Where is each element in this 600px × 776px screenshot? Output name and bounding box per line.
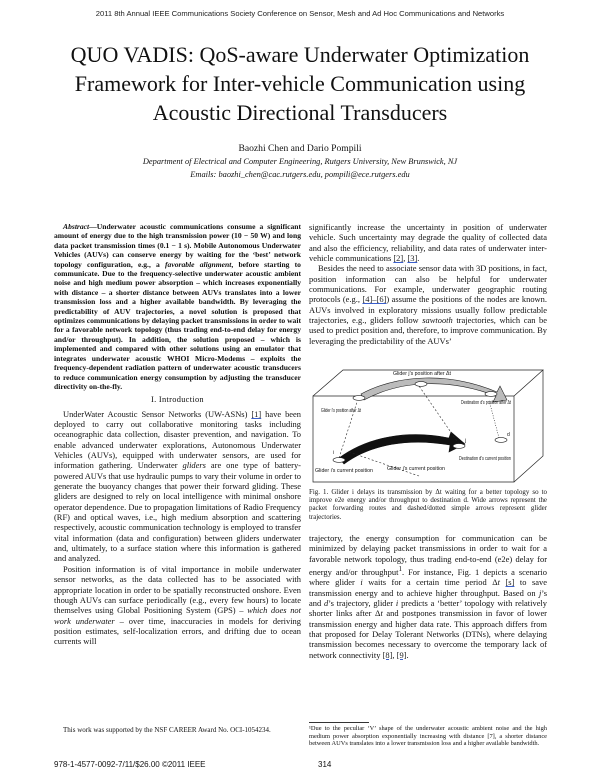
label-i: i xyxy=(333,450,335,456)
route-arrow-lower xyxy=(339,432,465,464)
right-p3-text-3: waits for a certain time period Δ xyxy=(362,577,498,588)
abstract xyxy=(54,222,301,391)
emails: Emails: baozhi_chen@cac.rutgers.edu, pompili@ece.rutgers.edu xyxy=(190,170,410,179)
right-p3-text-1: trajectory, the energy consumption for communication can be minimized by delaying packet transmissions in order to wait for a favorable network topology, thus trading end-to-end (e2e) delay for energy and/or throughput xyxy=(309,533,547,577)
right-p3-emphasis-t2: t xyxy=(380,608,383,619)
intro-p2-text-2: – over time, inaccuracies in models for deriving position estimates, self-localization errors, and drifting due to ocean currents will xyxy=(54,615,301,647)
citation-4-6[interactable]: [4]–[6] xyxy=(362,294,387,305)
route-arrows xyxy=(339,378,507,464)
support-note: This work was supported by the NSF CAREER Award No. OCI-1054234. xyxy=(63,726,271,734)
right-paragraph-3 xyxy=(309,533,547,660)
intro-paragraph-1 xyxy=(54,409,301,564)
intro-p2-emphasis: which does not work underwater xyxy=(54,605,301,626)
unit-seconds[interactable]: [s] xyxy=(505,577,515,588)
citation-3[interactable]: [3] xyxy=(407,253,418,264)
box-right-face xyxy=(514,370,543,482)
glider-j-after xyxy=(415,382,427,387)
paper-title xyxy=(30,40,570,127)
right-p3-text-9: and postpones transmission in favor of lower transmission energy and higher data rate. This approach differs from that proposed for Delay Tolerant Networks (DTNs), where delaying transmission becomes necessary to overcome the temporary lack of network connectivity xyxy=(309,608,547,660)
right-p3-emphasis-i2: i xyxy=(395,597,399,608)
footnote-marker[interactable]: 1 xyxy=(398,565,402,574)
destination-after xyxy=(485,392,497,397)
right-p2-text-1: Besides the need to associate sensor data with 3D positions, in fact, position information can also be helpful for underwater communications. For example, underwater geographic routing protocols (e.g., xyxy=(309,263,547,305)
label-glider-i-current: Glider i's current position xyxy=(315,468,374,474)
page-footer: 978-1-4577-0092-7/11/$26.00 ©2011 IEEE xyxy=(54,760,206,769)
left-column xyxy=(54,222,301,647)
right-p2-emphasis: sawtooth xyxy=(422,315,453,326)
abstract-emphasis: favorable alignment xyxy=(165,259,232,269)
citation-8[interactable]: [8] xyxy=(382,649,393,660)
right-p3-text-2: . For instance, Fig. 1 depicts a scenario where glider xyxy=(309,566,547,588)
citation-2[interactable]: [2] xyxy=(393,253,404,264)
right-p3-emphasis-d: d xyxy=(324,597,329,608)
conference-header: 2011 8th Annual IEEE Communications Society Conference on Sensor, Mesh and Ad Hoc Communications and Networks xyxy=(95,9,505,18)
right-p3-text-8: predicts a ‘better’ topology with relatively shorter links after Δ xyxy=(309,597,547,619)
right-column-top xyxy=(309,222,547,346)
label-j: j xyxy=(465,438,467,444)
intro-p1-text-1: UnderWater Acoustic Sensor Networks (UW-ASNs) xyxy=(63,408,252,419)
right-p3-text-10: , xyxy=(392,649,397,660)
right-p3-text-11: . xyxy=(406,649,409,660)
right-paragraph-2 xyxy=(309,263,547,346)
label-destination-current: Destination d's current position xyxy=(459,456,512,462)
intro-paragraph-2 xyxy=(54,564,301,647)
destination-current xyxy=(495,438,507,443)
figure-caption: Fig. 1. Glider i delays its transmission by Δt waiting for a better topology so to improve e2e energy and/or throughput to destination d. Wide arrows represent the packet forwarding routes and dashed/dotted simple arrows represent glider trajectories. xyxy=(309,489,547,521)
glider-i-after xyxy=(353,396,365,401)
right-p1-text-2: , xyxy=(403,253,408,264)
abstract-lead: Abstract xyxy=(63,222,90,231)
intro-p2-text-1: Position information is of vital importance in mobile underwater sensor networks, as the data collected has to be associated with appropriate location in order to be spatially reconstructed onshore. Even though AUVs can surface periodically (e.g., every few hours) to locate themselves using Global Positioning System (GPS) – xyxy=(54,563,301,616)
glider-j-current xyxy=(453,444,465,449)
label-glider-j-after: Glider j's position after Δt xyxy=(393,371,452,377)
abstract-text-2: , before starting to communicate. Due to the frequency-selective underwater acoustic ambient noise and high medium power absorption – which increases exponentially with distance – a shorter distance between AUVs translates into a lower transmission loss and a higher available bandwidth. By leveraging the predictability of AUV trajectories, a novel solution is proposed that optimizes communications by delaying packet transmissions in order to wait for a favorable network topology (thus trading end-to-end delay for energy and/or throughput). In addition, the solution proposed – which is implemented and compared with other solutions using an emulator that integrates underwater acoustic WHOI Micro-Modems – exploits the frequency-dependent radiation pattern of underwater acoustic transducers to reduce communication energy consumption by adjusting the transducer directivity on-the-fly. xyxy=(54,259,301,391)
page-number: 314 xyxy=(318,760,332,769)
footnote: ¹Due to the peculiar ‘V’ shape of the underwater acoustic ambient noise and the high medium power absorption exponentially increasing with distance [7], a shorter distance between AUVs translates into a lower transmission loss and a higher available bandwidth. xyxy=(309,725,547,748)
citation-9[interactable]: [9] xyxy=(396,649,407,660)
right-p3-emphasis-j: j xyxy=(539,587,542,598)
right-column-bottom xyxy=(309,533,547,660)
label-glider-j-current: Glider j's current position xyxy=(387,466,446,472)
right-paragraph-1 xyxy=(309,222,547,263)
right-p3-emphasis-t: t xyxy=(497,577,500,588)
label-destination-after: Destination d's position after Δt xyxy=(461,400,512,406)
affiliation: Department of Electrical and Computer Engineering, Rutgers University, New Brunswick, NJ xyxy=(142,157,458,166)
right-p3-text-5: to save transmission energy and to achieve higher throughput. Based on xyxy=(309,577,547,598)
route-arrow-upper xyxy=(361,378,507,402)
authors: Baozhi Chen and Dario Pompili xyxy=(238,143,362,154)
right-p3-text-6: ’s and xyxy=(309,587,547,608)
abstract-text-1: —Underwater acoustic communications consume a significant amount of energy due to the high transmission power (10 − 50 W) and long data packet transmission times (0.1 − 1 s). Mobile Autonomous Underwater Vehicles (AUVs) can conserve energy by waiting for the ‘best’ network topology configuration, e.g., a xyxy=(54,222,301,269)
intro-p1-text-3: are one type of battery-powered AUVs that use hydraulic pumps to vary their volume in order to generate the buoyancy changes that power their forward gliding. These gliders are designed to rely on local intelligence with minimal onshore operator dependence. Due to propagation limitations of Radio Frequency (RF) and optical waves, i.e., high medium absorption and scattering respectively, acoustic communication technology is employed to transfer vital information (data and configuration) between gliders underwater and, ultimately, to a surface station where this information is gathered and analyzed. xyxy=(54,460,301,564)
label-d: d xyxy=(507,432,510,438)
right-p3-text-7: ’s trajectory, glider xyxy=(328,597,396,608)
figure-1 xyxy=(309,366,547,484)
intro-p1-emphasis: gliders xyxy=(182,460,206,471)
right-p1-text-3: . xyxy=(417,253,420,264)
citation-1[interactable]: [1] xyxy=(251,408,262,419)
title-line-2: Framework for Inter-vehicle Communication using xyxy=(74,71,526,96)
intro-p1-text-2: have been deployed to carry out collaborative monitoring tasks including oceanographic data collection, disaster prevention, and navigation. To enable advanced underwater explorations, Autonomous Underwater Vehicles (AUVs), equipped with underwater sensors, are used for information gathering. Underwater xyxy=(54,408,301,471)
glider-i-current xyxy=(333,458,345,463)
footnote-rule xyxy=(309,722,369,723)
right-p2-text-3: trajectories, which can be used to predict position and, therefore, to improve communication. By leveraging the predictability of the AUVs’ xyxy=(309,315,547,346)
right-p2-text-2: ) assume the positions of the nodes are known. AUVs involved in exploratory missions usually follow predictable trajectories, e.g., gliders follow xyxy=(309,294,547,326)
title-line-1: QUO VADIS: QoS-aware Underwater Optimization xyxy=(70,42,530,67)
section-heading-introduction: I. Introduction xyxy=(151,395,204,405)
right-p3-emphasis-i: i xyxy=(360,577,363,588)
title-line-3: Acoustic Directional Transducers xyxy=(152,100,448,125)
label-glider-i-after: Glider i's position after Δt xyxy=(321,408,362,414)
right-p1-text-1: significantly increase the uncertainty in position of underwater vehicle. Such uncertainty may degrade the quality of collected data and also the efficiency, reliability, and data rates of underwater inter-vehicle communications xyxy=(309,222,547,264)
